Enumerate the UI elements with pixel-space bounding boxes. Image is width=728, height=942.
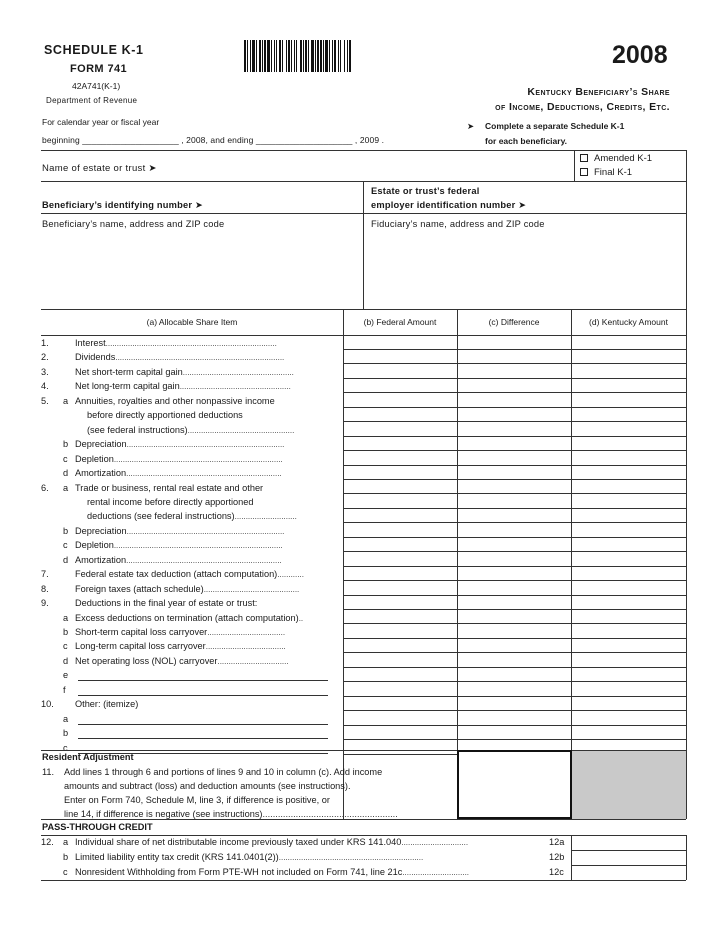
beneficiary-id-field[interactable]: Beneficiary’s identifying number ➤ [42,200,203,210]
amount-cell[interactable] [572,568,686,581]
leader-dots: .............................. [401,838,469,847]
form-title-line1: Kentucky Beneficiary’s Share [527,86,670,98]
leader-dots: ............................................................................ [113,454,283,464]
line-number: 1. [41,338,49,348]
arrow-icon: ➤ [467,121,475,131]
leader-dots: ................................................ [187,425,295,435]
line-letter: c [63,641,68,652]
line-letter: a [63,612,69,623]
col-b-header: (b) Federal Amount [363,317,437,327]
line-code: 12a [549,837,565,847]
line-label: Dividends [75,352,116,363]
credit-amount-cell[interactable] [572,865,686,880]
leader-dots: ................................... [207,628,286,637]
line-number: 2. [41,352,49,363]
line-letter: a [63,395,69,406]
amount-cell[interactable] [572,626,686,639]
leader-dots: ............................................................................ [115,353,285,363]
amount-cell[interactable] [572,351,686,364]
separate-note-2: for each beneficiary. [485,136,568,146]
amount-cell[interactable] [572,510,686,523]
line-11-text-1: Add lines 1 through 6 and portions of lines 9 and 10 in column (c). Add income [64,767,383,777]
line-label: Net operating loss (NOL) carryover [75,655,218,666]
tax-year: 2008 [612,41,668,69]
line-label: Foreign taxes (attach schedule) [75,583,204,594]
line-label: Individual share of net distributable income previously taxed under KRS 141.040 [75,837,402,847]
amount-cell[interactable] [572,409,686,422]
line-letter: b [63,852,69,862]
leader-dots: ............................ [234,512,297,522]
amount-cell[interactable] [572,597,686,610]
amount-cell[interactable] [572,683,686,696]
line-letter: e [63,670,69,681]
amount-cell[interactable] [572,712,686,725]
amount-cell[interactable] [572,611,686,624]
credit-amount-cell[interactable] [572,835,686,850]
amended-checkbox[interactable] [580,153,652,164]
beneficiary-address-field[interactable]: Beneficiary’s name, address and ZIP code [42,219,225,229]
amount-cell[interactable] [572,337,686,350]
leader-dots: ...................................................................... [126,555,282,565]
line-label: Depreciation [75,525,127,536]
line-11-num: 11. [42,767,55,777]
line-letter: c [63,867,68,877]
line-letter: f [63,684,66,695]
amount-cell[interactable] [572,365,686,378]
line-letter: d [63,468,69,479]
calendar-year-label: For calendar year or fiscal year [42,117,160,127]
passthrough-row [41,867,469,877]
fein-label-1: Estate or trust’s federal [371,186,480,196]
line-label: Trade or business, rental real estate and other [75,482,264,493]
leader-dots: ....................................................................... [126,526,285,536]
line-label: before directly apportioned deductions [87,410,243,421]
col-d-header: (d) Kentucky Amount [589,317,668,327]
leader-dots: ............ [277,570,304,580]
leader-dots: ...................................................................... [126,469,282,479]
line-letter: b [63,439,69,450]
estate-name-field[interactable]: Name of estate or trust ➤ [42,163,157,174]
form-number: FORM 741 [70,63,127,75]
line-label: Long-term capital loss carryover [75,641,206,652]
line-label: deductions (see federal instructions) [87,511,235,522]
form-code: 42A741(K-1) [72,81,121,91]
amount-cell[interactable] [572,539,686,552]
amount-cell[interactable] [572,481,686,494]
line-letter: a [63,482,69,493]
amount-cell[interactable] [572,495,686,508]
amount-cell[interactable] [572,438,686,451]
amended-label: Amended K-1 [594,153,653,164]
amount-cell[interactable] [572,380,686,393]
line-letter: c [63,540,68,551]
amount-cell[interactable] [572,553,686,566]
amount-cell[interactable] [572,654,686,667]
line-number: 7. [41,569,49,580]
line-number: 5. [41,395,49,406]
line-11-text-3: Enter on Form 740, Schedule M, line 3, if difference is positive, or [64,795,330,805]
line-label: rental income before directly apportioned [87,496,254,507]
line-label: Amortization [75,554,127,565]
line-letter: c [63,742,68,753]
leader-dots: ............................................................................. [105,339,277,348]
line-label: Net long-term capital gain [75,381,180,392]
amount-cell[interactable] [572,669,686,682]
checkbox-icon[interactable] [580,154,588,162]
final-label: Final K-1 [594,167,633,178]
col-c-header: (c) Difference [488,317,540,327]
amount-cell[interactable] [572,582,686,595]
line-code: 12c [549,867,564,877]
checkbox-icon[interactable] [580,168,588,176]
leader-dots: ....................................................................... [126,440,285,450]
line-label: Limited liability entity tax credit (KRS 141.0401(2)) [75,852,279,862]
amount-cell[interactable] [572,524,686,537]
line-11-shaded [572,751,686,819]
form-title-line2: of Income, Deductions, Credits, Etc. [495,101,670,113]
line-number: 12. [41,837,54,847]
amount-cell[interactable] [572,640,686,653]
line-letter: a [63,837,69,847]
line-letter: c [63,453,68,464]
line-letter: b [63,525,69,536]
line-number: 9. [41,598,49,609]
amount-cell[interactable] [572,452,686,465]
amount-cell[interactable] [572,727,686,740]
line-label: (see federal instructions) [87,424,188,435]
separate-note-1: Complete a separate Schedule K-1 [485,121,625,131]
line-number: 6. [41,482,49,493]
department: Department of Revenue [46,96,138,105]
leader-dots: .................................................. [182,367,294,377]
line-label: Federal estate tax deduction (attach computation) [75,569,278,580]
period-line[interactable]: beginning ____________________ , 2008, and ending ____________________ , 2009 . [42,135,385,145]
leader-dots: ................................................................. [278,853,424,862]
line-label: Annuities, royalties and other nonpassive income [75,395,275,406]
line-label: Depletion [75,453,114,464]
line-letter: d [63,655,69,666]
credit-amount-cell[interactable] [572,850,686,865]
amount-cell[interactable] [572,467,686,480]
passthrough-heading: PASS-THROUGH CREDIT [42,822,153,832]
leader-dots: .............................. [402,868,470,877]
line-label: Deductions in the final year of estate or trust: [75,598,258,609]
line-label: Depletion [75,540,114,551]
line-letter: b [63,627,69,637]
line-label: Amortization [75,468,127,479]
line-letter: d [63,554,69,565]
leader-dots: .................................................. [179,382,291,392]
final-checkbox[interactable] [580,167,632,178]
amount-cell[interactable] [572,423,686,436]
line-label: Short-term capital loss carryover [75,627,208,637]
line-label: Depreciation [75,439,127,450]
resident-heading: Resident Adjustment [42,752,134,762]
fein-field[interactable]: employer identification number ➤ [371,200,527,210]
line-number: 4. [41,381,49,392]
line-label: Nonresident Withholding from Form PTE-WH not included on Form 741, line 21c [75,867,403,877]
line-label: Interest [75,338,106,348]
line-label: Net short-term capital gain [75,366,183,377]
line-number: 3. [41,366,49,377]
line-number: 8. [41,583,49,594]
leader-dots: ............................................................................ [113,541,283,551]
leader-dots: ................................ [217,656,289,666]
line-code: 12b [549,852,565,862]
fiduciary-address-field[interactable]: Fiduciary’s name, address and ZIP code [371,219,545,229]
schedule-title: SCHEDULE K-1 [44,43,144,57]
line-11-text-4: line 14, if difference is negative (see instructions)..................................................... [64,809,398,819]
amount-cell[interactable] [572,394,686,407]
leader-dots: .................................... [205,642,286,652]
leader-dots: .. [298,613,304,623]
line-11-text-2: amounts and subtract (loss) and deduction amounts (see instructions). [64,781,351,791]
amount-cell[interactable] [572,698,686,711]
col-a-header: (a) Allocable Share Item [146,317,238,327]
leader-dots: ........................................... [203,584,300,594]
line-letter: a [63,713,69,724]
line-label: Excess deductions on termination (attach computation) [75,612,299,623]
line-label: Other: (itemize) [75,699,139,710]
line-number: 10. [41,699,54,710]
line-letter: b [63,728,69,739]
